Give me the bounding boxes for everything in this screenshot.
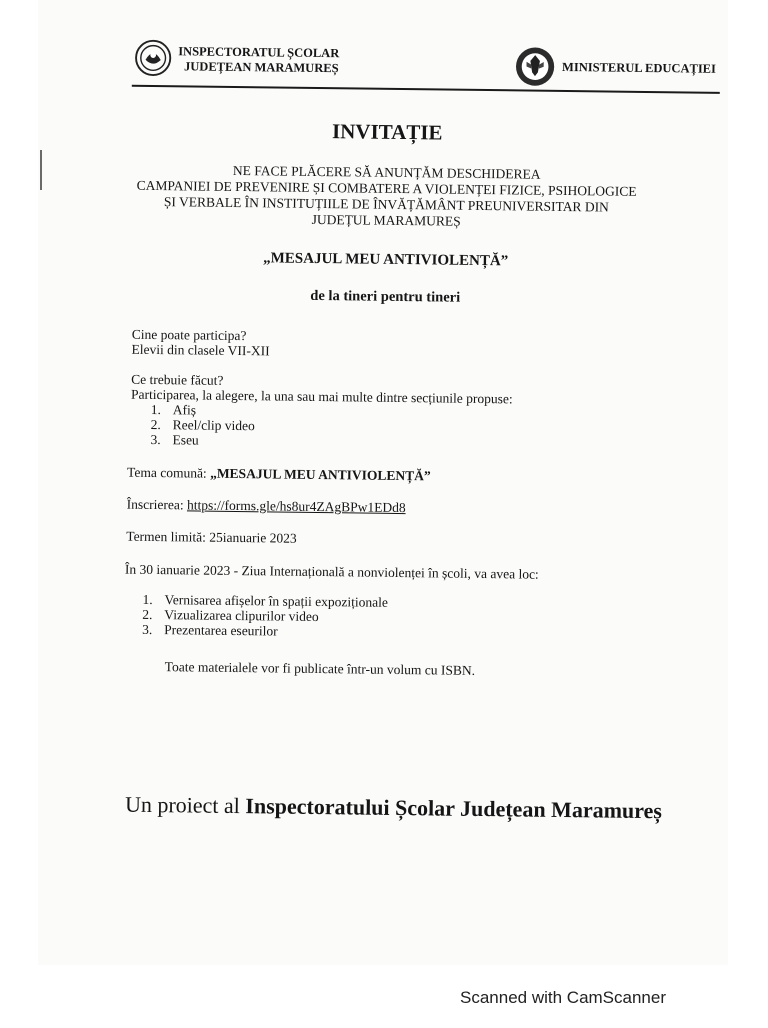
page-title: INVITAȚIE bbox=[331, 119, 443, 145]
header-divider bbox=[132, 85, 720, 94]
intro-line: ȘI VERBALE ÎN INSTITUȚIILE DE ÎNVĂȚĂMÂNT PREUNIVERSITAR DIN bbox=[163, 194, 609, 215]
intro-line: NE FACE PLĂCERE SĂ ANUNȚĂM DESCHIDEREA bbox=[232, 162, 541, 182]
what-answer: Participarea, la alegere, la una sau mai multe dintre secțiunile propuse: bbox=[130, 386, 513, 407]
list-text: Reel/clip video bbox=[172, 417, 255, 434]
list-item bbox=[142, 622, 388, 640]
list-number: 3. bbox=[150, 431, 161, 448]
list-number: 1. bbox=[150, 401, 162, 418]
list-number: 2. bbox=[150, 416, 161, 433]
who-answer: Elevii din clasele VII-XII bbox=[131, 341, 270, 359]
list-item bbox=[150, 432, 512, 451]
inspectorate-line2: JUDEȚEAN MARAMUREȘ bbox=[183, 59, 339, 76]
signup-line bbox=[127, 497, 406, 515]
who-question: Cine poate participa? bbox=[131, 326, 247, 344]
ministry-seal-icon bbox=[514, 45, 557, 88]
list-number: 3. bbox=[142, 621, 153, 637]
publication-note: Toate materialele vor fi publicate într-un volum cu ISBN. bbox=[164, 659, 476, 678]
inspectorate-name bbox=[178, 44, 339, 76]
theme-line bbox=[127, 465, 431, 484]
list-text: Prezentarea eseurilor bbox=[164, 622, 278, 639]
inspectorate-line1: INSPECTORATUL ȘCOLAR bbox=[178, 44, 340, 61]
camscanner-watermark: Scanned with CamScanner bbox=[460, 988, 667, 1007]
inspectorate-logo-icon bbox=[134, 39, 172, 77]
theme-value: „MESAJUL MEU ANTIVIOLENȚĂ” bbox=[210, 465, 431, 484]
list-number: 2. bbox=[142, 606, 153, 622]
campaign-slogan: „MESAJUL MEU ANTIVIOLENȚĂ” bbox=[263, 250, 509, 270]
footer-institution: Inspectoratului Școlar Județean Maramureș bbox=[245, 793, 663, 824]
campaign-subtitle: de la tineri pentru tineri bbox=[310, 287, 461, 306]
list-text: Vizualizarea clipurilor video bbox=[164, 607, 319, 625]
who-section bbox=[132, 327, 270, 359]
event-list bbox=[142, 592, 388, 640]
list-text: Afiș bbox=[172, 402, 197, 418]
intro-announcement bbox=[2, 160, 768, 233]
signup-label: Înscrierea: bbox=[126, 496, 188, 513]
sections-list bbox=[130, 402, 512, 452]
event-intro: În 30 ianuarie 2023 - Ziua Internațională a nonviolenței în școli, va avea loc: bbox=[124, 561, 539, 582]
deadline: Termen limită: 25ianuarie 2023 bbox=[126, 528, 297, 546]
list-text: Eseu bbox=[172, 432, 199, 448]
project-footer bbox=[125, 792, 662, 825]
footer-prefix: Un proiect al bbox=[124, 791, 246, 819]
what-section bbox=[130, 372, 512, 452]
what-question: Ce trebuie făcut? bbox=[131, 371, 224, 388]
intro-line: CAMPANIEI DE PREVENIRE ȘI COMBATERE A VIOLENȚEI FIZICE, PSIHOLOGICE bbox=[136, 177, 637, 199]
theme-label: Tema comună: bbox=[127, 464, 211, 481]
intro-line: JUDEȚUL MARAMUREȘ bbox=[311, 211, 461, 229]
ministry-name: MINISTERUL EDUCAȚIEI bbox=[561, 59, 717, 76]
signup-link[interactable]: https://forms.gle/hs8ur4ZAgBPw1EDd8 bbox=[186, 497, 406, 516]
list-text: Vernisarea afișelor în spații expoziționale bbox=[164, 592, 389, 610]
list-number: 1. bbox=[142, 591, 153, 607]
